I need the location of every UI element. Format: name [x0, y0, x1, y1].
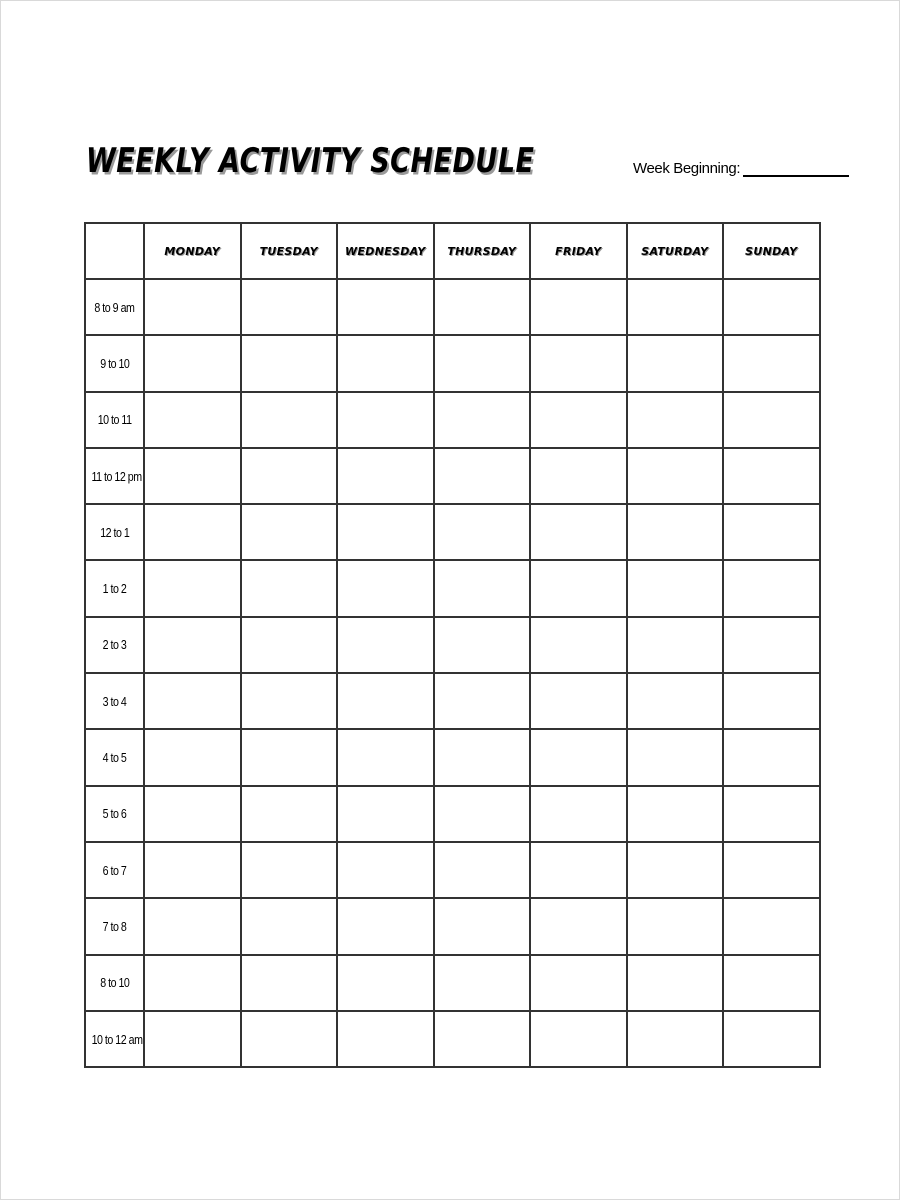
schedule-cell-saturday[interactable] [627, 955, 724, 1011]
time-slot-text: 10 to 12 am [91, 1031, 143, 1047]
time-slot-text: 9 to 10 [99, 355, 130, 371]
schedule-cell-saturday[interactable] [627, 673, 724, 729]
schedule-cell-tuesday[interactable] [241, 673, 338, 729]
time-slot-label [85, 448, 144, 504]
day-header-friday: FRIDAY [530, 223, 627, 279]
week-beginning-field [633, 160, 849, 177]
schedule-cell-saturday[interactable] [627, 448, 724, 504]
schedule-cell-saturday[interactable] [627, 279, 724, 335]
time-slot-label [85, 673, 144, 729]
schedule-cell-sunday[interactable] [723, 448, 820, 504]
schedule-cell-wednesday[interactable] [337, 335, 434, 391]
schedule-cell-saturday[interactable] [627, 729, 724, 785]
corner-cell [85, 223, 144, 279]
header-row [85, 223, 820, 279]
schedule-cell-tuesday[interactable] [241, 279, 338, 335]
schedule-cell-thursday[interactable] [434, 786, 531, 842]
schedule-cell-wednesday[interactable] [337, 1011, 434, 1067]
schedule-cell-monday[interactable] [144, 448, 241, 504]
schedule-cell-tuesday[interactable] [241, 955, 338, 1011]
time-slot-label [85, 898, 144, 954]
time-slot-label [85, 560, 144, 616]
time-slot-label [85, 1011, 144, 1067]
schedule-cell-monday[interactable] [144, 279, 241, 335]
table-row [85, 842, 820, 898]
time-slot-label [85, 842, 144, 898]
schedule-cell-tuesday[interactable] [241, 448, 338, 504]
time-slot-label [85, 504, 144, 560]
table-row [85, 448, 820, 504]
schedule-cell-wednesday[interactable] [337, 279, 434, 335]
schedule-cell-saturday[interactable] [627, 1011, 724, 1067]
schedule-cell-friday[interactable] [530, 504, 627, 560]
schedule-cell-friday[interactable] [530, 279, 627, 335]
schedule-cell-thursday[interactable] [434, 560, 531, 616]
schedule-cell-sunday[interactable] [723, 898, 820, 954]
schedule-cell-sunday[interactable] [723, 392, 820, 448]
time-slot-label [85, 392, 144, 448]
table-row [85, 617, 820, 673]
schedule-cell-sunday[interactable] [723, 504, 820, 560]
schedule-cell-tuesday[interactable] [241, 504, 338, 560]
day-header-saturday: SATURDAY [627, 223, 724, 279]
schedule-cell-saturday[interactable] [627, 842, 724, 898]
schedule-cell-saturday[interactable] [627, 617, 724, 673]
schedule-cell-sunday[interactable] [723, 560, 820, 616]
table-row [85, 392, 820, 448]
schedule-cell-thursday[interactable] [434, 617, 531, 673]
time-slot-label [85, 729, 144, 785]
schedule-cell-tuesday[interactable] [241, 1011, 338, 1067]
time-slot-text: 7 to 8 [102, 918, 127, 934]
schedule-cell-wednesday[interactable] [337, 786, 434, 842]
schedule-cell-monday[interactable] [144, 955, 241, 1011]
schedule-cell-wednesday[interactable] [337, 842, 434, 898]
day-header-thursday: THURSDAY [434, 223, 531, 279]
schedule-cell-monday[interactable] [144, 786, 241, 842]
day-header-tuesday: TUESDAY [241, 223, 338, 279]
time-slot-label [85, 335, 144, 391]
schedule-cell-saturday[interactable] [627, 786, 724, 842]
schedule-cell-sunday[interactable] [723, 279, 820, 335]
schedule-cell-thursday[interactable] [434, 673, 531, 729]
schedule-cell-friday[interactable] [530, 842, 627, 898]
schedule-cell-sunday[interactable] [723, 1011, 820, 1067]
schedule-cell-monday[interactable] [144, 1011, 241, 1067]
day-header-wednesday: WEDNESDAY [337, 223, 434, 279]
week-beginning-label: Week Beginning: [633, 160, 741, 177]
schedule-cell-sunday[interactable] [723, 955, 820, 1011]
schedule-cell-saturday[interactable] [627, 560, 724, 616]
schedule-cell-friday[interactable] [530, 673, 627, 729]
schedule-cell-thursday[interactable] [434, 392, 531, 448]
schedule-cell-friday[interactable] [530, 955, 627, 1011]
schedule-cell-friday[interactable] [530, 786, 627, 842]
schedule-cell-sunday[interactable] [723, 673, 820, 729]
table-row [85, 955, 820, 1011]
schedule-cell-thursday[interactable] [434, 279, 531, 335]
day-header-sunday: SUNDAY [723, 223, 820, 279]
week-beginning-blank[interactable] [743, 161, 849, 177]
time-slot-label [85, 617, 144, 673]
schedule-cell-monday[interactable] [144, 504, 241, 560]
table-row [85, 786, 820, 842]
schedule-cell-monday[interactable] [144, 335, 241, 391]
schedule-cell-thursday[interactable] [434, 729, 531, 785]
schedule-cell-friday[interactable] [530, 729, 627, 785]
schedule-cell-friday[interactable] [530, 392, 627, 448]
schedule-cell-sunday[interactable] [723, 786, 820, 842]
time-slot-text: 5 to 6 [102, 806, 127, 822]
schedule-table [84, 222, 821, 1068]
schedule-cell-saturday[interactable] [627, 504, 724, 560]
schedule-cell-monday[interactable] [144, 898, 241, 954]
schedule-cell-friday[interactable] [530, 617, 627, 673]
schedule-body [85, 279, 820, 1067]
schedule-cell-wednesday[interactable] [337, 729, 434, 785]
time-slot-label [85, 279, 144, 335]
schedule-cell-monday[interactable] [144, 560, 241, 616]
time-slot-text: 10 to 11 [97, 412, 132, 428]
table-row [85, 673, 820, 729]
schedule-cell-tuesday[interactable] [241, 560, 338, 616]
schedule-cell-monday[interactable] [144, 617, 241, 673]
table-row [85, 1011, 820, 1067]
schedule-cell-sunday[interactable] [723, 842, 820, 898]
schedule-cell-sunday[interactable] [723, 335, 820, 391]
time-slot-text: 11 to 12 pm [91, 468, 142, 484]
schedule-cell-tuesday[interactable] [241, 898, 338, 954]
day-header-monday: MONDAY [144, 223, 241, 279]
schedule-cell-thursday[interactable] [434, 1011, 531, 1067]
schedule-cell-wednesday[interactable] [337, 955, 434, 1011]
schedule-cell-tuesday[interactable] [241, 335, 338, 391]
schedule-cell-friday[interactable] [530, 898, 627, 954]
schedule-cell-saturday[interactable] [627, 335, 724, 391]
time-slot-text: 2 to 3 [102, 637, 127, 653]
time-slot-text: 4 to 5 [102, 750, 127, 766]
schedule-cell-thursday[interactable] [434, 335, 531, 391]
table-row [85, 504, 820, 560]
schedule-cell-friday[interactable] [530, 448, 627, 504]
schedule-cell-wednesday[interactable] [337, 898, 434, 954]
schedule-cell-saturday[interactable] [627, 392, 724, 448]
time-slot-text: 12 to 1 [99, 524, 130, 540]
time-slot-text: 3 to 4 [102, 693, 127, 709]
schedule-cell-wednesday[interactable] [337, 448, 434, 504]
schedule-cell-sunday[interactable] [723, 729, 820, 785]
schedule-cell-saturday[interactable] [627, 898, 724, 954]
table-row [85, 729, 820, 785]
schedule-cell-sunday[interactable] [723, 617, 820, 673]
table-row [85, 279, 820, 335]
schedule-cell-thursday[interactable] [434, 448, 531, 504]
schedule-cell-tuesday[interactable] [241, 729, 338, 785]
table-row [85, 898, 820, 954]
schedule-cell-monday[interactable] [144, 392, 241, 448]
table-row [85, 560, 820, 616]
schedule-cell-monday[interactable] [144, 729, 241, 785]
schedule-cell-friday[interactable] [530, 560, 627, 616]
time-slot-text: 8 to 9 am [94, 299, 135, 315]
schedule-cell-monday[interactable] [144, 673, 241, 729]
schedule-cell-thursday[interactable] [434, 898, 531, 954]
schedule-cell-friday[interactable] [530, 335, 627, 391]
schedule-cell-wednesday[interactable] [337, 504, 434, 560]
schedule-cell-wednesday[interactable] [337, 560, 434, 616]
schedule-cell-tuesday[interactable] [241, 617, 338, 673]
schedule-cell-thursday[interactable] [434, 504, 531, 560]
schedule-cell-tuesday[interactable] [241, 392, 338, 448]
schedule-cell-friday[interactable] [530, 1011, 627, 1067]
time-slot-text: 1 to 2 [102, 581, 127, 597]
schedule-cell-thursday[interactable] [434, 842, 531, 898]
time-slot-text: 6 to 7 [102, 862, 127, 878]
schedule-cell-wednesday[interactable] [337, 392, 434, 448]
time-slot-label [85, 955, 144, 1011]
time-slot-text: 8 to 10 [99, 975, 130, 991]
table-row [85, 335, 820, 391]
schedule-cell-tuesday[interactable] [241, 786, 338, 842]
schedule-cell-tuesday[interactable] [241, 842, 338, 898]
schedule-cell-monday[interactable] [144, 842, 241, 898]
schedule-cell-wednesday[interactable] [337, 617, 434, 673]
time-slot-label [85, 786, 144, 842]
page-title: WEEKLY ACTIVITY SCHEDULE [86, 142, 535, 181]
schedule-cell-wednesday[interactable] [337, 673, 434, 729]
schedule-cell-thursday[interactable] [434, 955, 531, 1011]
